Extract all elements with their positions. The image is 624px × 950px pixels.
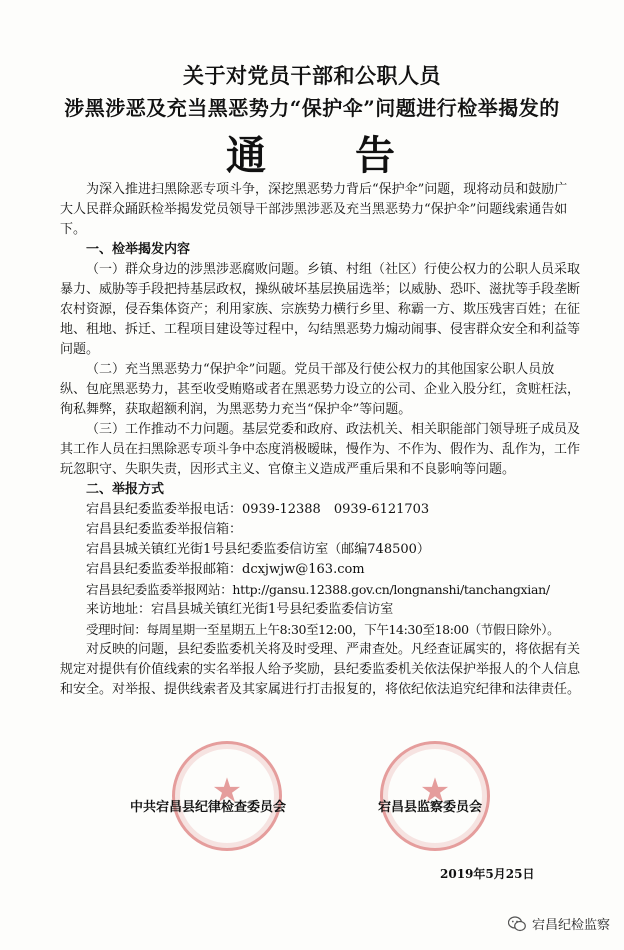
contact-mailbox: 宕昌县纪委监委举报信箱： <box>86 522 243 537</box>
notice-title-line2: 涉黑涉恶及充当黑恶势力“保护伞”问题进行检举揭发的 <box>64 96 560 120</box>
signature-left: 中共宕昌县纪律检查委员会 <box>130 800 287 815</box>
notice-title-line1: 关于对党员干部和公职人员 <box>183 63 441 88</box>
contact-website: 宕昌县纪委监委举报网站：http://gansu.12388.gov.cn/longnanshi/tanchangxian/ <box>86 582 550 597</box>
seal-star-icon: ★ <box>211 771 243 811</box>
contact-visit-address: 来访地址：宕昌县城关镇红光街1号县纪委监委信访室 <box>86 602 394 617</box>
contact-phone: 宕昌县纪委监委举报电话：0939-12388 0939-6121703 <box>86 502 430 517</box>
signature-right: 宕昌县监察委员会 <box>378 800 483 815</box>
section1-item-2: （二）充当黑恶势力“保护伞”问题。党员干部及行使公权力的其他国家公职人员放纵、包庇黑恶势力，甚至收受贿赂或者在黑恶势力设立的公司、企业入股分红，贪赃枉法，徇私舞弊，获取超额利润，为黑恶势力充当“保护伞”等问题。 <box>60 362 581 417</box>
watermark-account-name: 宕昌纪检监察 <box>531 918 610 933</box>
section1-item-3: （三）工作推动不力问题。基层党委和政府、政法机关、相关职能部门领导班子成员及其工作人员在扫黑除恶专项斗争中态度消极暧昧，慢作为、不作为、假作为、乱作为，工作玩忽职守、失职失责，因形式主义、官僚主义造成严重后果和不良影响等问题。 <box>60 422 581 477</box>
section1-item-1: （一）群众身边的涉黑涉恶腐败问题。乡镇、村组（社区）行使公权力的公职人员采取暴力、威胁等手段把持基层政权，操纵破坏基层换届选举；以威胁、恐吓、滋扰等手段垄断农村资源，侵吞集体资产；利用家族、宗族势力横行乡里、称霸一方、欺压残害百姓；在征地、租地、拆迁、工程项目建设等过程中，勾结黑恶势力煽动闹事、侵害群众安全和利益等问题。 <box>60 262 581 357</box>
notice-date: 2019年5月25日 <box>440 867 535 881</box>
notice-body <box>60 180 580 700</box>
section2-heading: 二、举报方式 <box>86 482 165 497</box>
notice-title-main: 通 告 <box>226 132 398 179</box>
seal-emblem-icon: ★ <box>419 771 451 811</box>
contact-mail-address: 宕昌县城关镇红光街1号县纪委监委信访室（邮编748500） <box>86 542 430 557</box>
wechat-icon <box>508 916 526 932</box>
contact-email: 宕昌县纪委监委举报邮箱：dcxjwjw@163.com <box>86 562 365 577</box>
section1-heading: 一、检举揭发内容 <box>86 242 191 257</box>
contact-hours: 受理时间：每周星期一至星期五上午8:30至12:00，下午14:30至18:00（节假日除外）。 <box>86 622 560 637</box>
watermark-footer <box>508 914 610 933</box>
intro-paragraph: 为深入推进扫黑除恶专项斗争，深挖黑恶势力背后“保护伞”问题，现将动员和鼓励广大人民群众踊跃检举揭发党员领导干部涉黑涉恶及充当黑恶势力“保护伞”问题线索通告如下。 <box>60 182 568 237</box>
closing-paragraph: 对反映的问题，县纪委监委机关将及时受理、严肃查处。凡经查证属实的，将依据有关规定对提供有价值线索的实名举报人给予奖励，县纪委监委机关依法保护举报人的个人信息和安全。对举报、提供线索者及其家属进行打击报复的，将依纪依法追究纪律和法律责任。 <box>60 642 581 697</box>
